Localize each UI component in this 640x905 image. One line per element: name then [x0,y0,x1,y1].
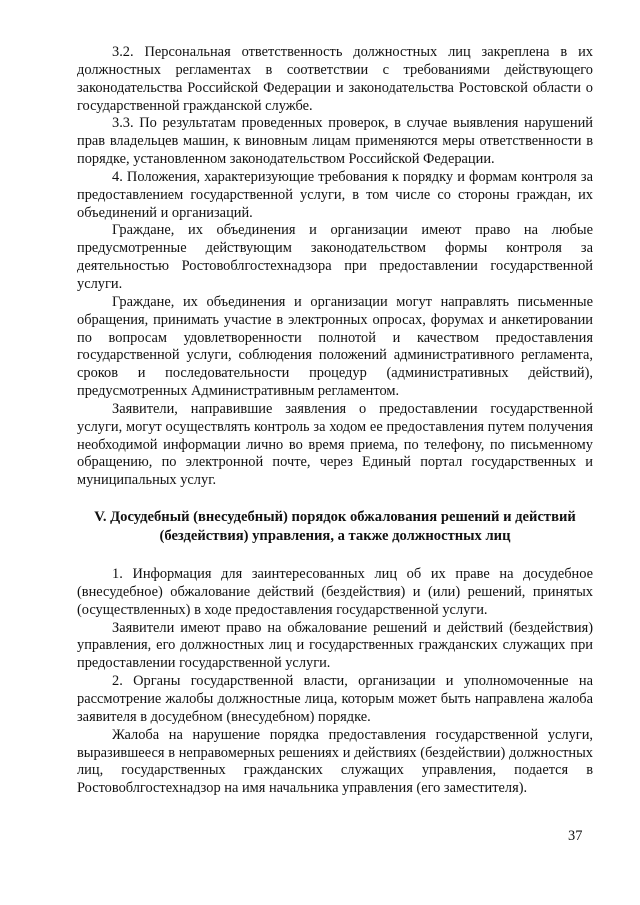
paragraph-v-2: 2. Органы государственной власти, организации и уполномоченные на рассмотрение жалобы должностные лица, которым может быть направлена жалоба заявителя в досудебном (внесудебном) порядке. [77,673,593,725]
paragraph-applicants-control: Заявители, направившие заявления о предоставлении государственной услуги, могут осуществлять контроль за ходом ее предоставления путем получения необходимой информации лично во время приема, по телефону, по письменному обращению, по электронной почте, через Единый портал государственных и муниципальных услуг. [77,400,593,489]
paragraph-v-1: 1. Информация для заинтересованных лиц об их праве на досудебное (внесудебное) обжалование действий (бездействия) и (или) решений, принятых (осуществленных) в ходе предоставления государственной услуги. [77,566,593,618]
paragraph-citizens-rights: Граждане, их объединения и организации имеют право на любые предусмотренные действующим законодательством формы контроля за деятельностью Ростовоблгостехнадзора при предоставлении государственной услуги. [77,222,593,292]
paragraph-complaint: Жалоба на нарушение порядка предоставления государственной услуги, выразившееся в неправомерных решениях и действиях (бездействии) должностных лиц, государственных гражданских служащих управления, подается в Ростовоблгостехнадзор на имя начальника управления (его заместителя). [77,726,593,797]
paragraph-4: 4. Положения, характеризующие требования к порядку и формам контроля за предоставлением государственной услуги, в том числе со стороны граждан, их объединений и организаций. [77,168,593,221]
document-page [77,44,593,798]
paragraph-citizens-appeals: Граждане, их объединения и организации могут направлять письменные обращения, принимать участие в электронных опросах, форумах и анкетировании по вопросам удовлетворенности полнотой и качеством предоставления государственной услуги, соблюдения положений административного регламента, сроков и последовательности процедур (административных действий), предусмотренных Административным регламентом. [77,293,593,400]
section-heading [77,508,593,546]
paragraph-3-2: 3.2. Персональная ответственность должностных лиц закреплена в их должностных регламентах в соответствии с требованиями действующего законодательства Российской Федерации и законодательства Ростовской области о государственной гражданской службе. [77,44,593,114]
spacer [77,546,593,566]
section-heading-line1: V. Досудебный (внесудебный) порядок обжалования решений и действий [94,509,576,526]
paragraph-appeal-right: Заявители имеют право на обжалование решений и действий (бездействия) управления, его должностных лиц и государственных гражданских служащих при предоставлении государственной услуги. [77,619,593,672]
section-heading-line2: (бездействия) управления, а также должностных лиц [159,528,511,545]
paragraph-3-3: 3.3. По результатам проведенных проверок, в случае выявления нарушений прав владельцев машин, к виновным лицам применяются меры ответственности в порядке, установленном законодательством Российской Федерации. [77,115,593,168]
page-number: 37 [568,828,583,844]
